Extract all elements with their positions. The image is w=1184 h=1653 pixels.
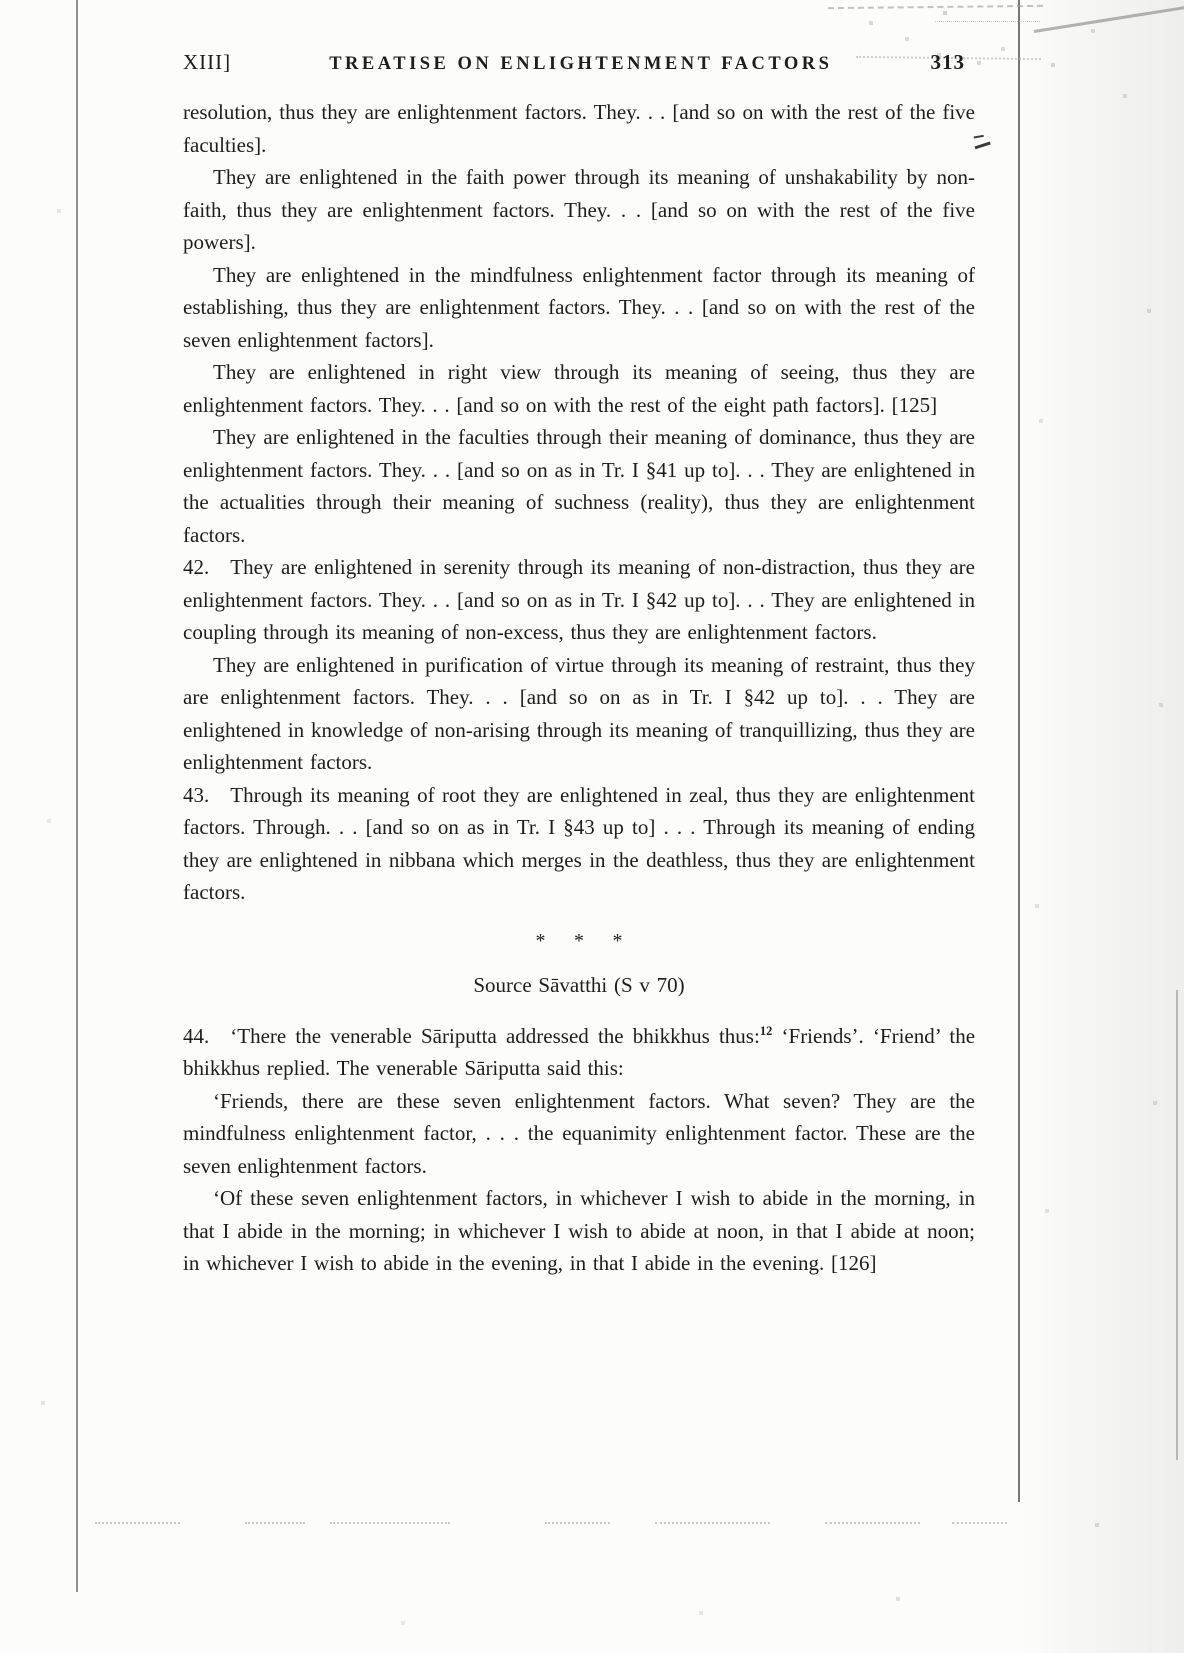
paragraph-seven-factors: ‘Friends, there are these seven enlightenment factors. What seven? They are the mindfulness enlightenment factor, . . . the equanimity enlightenment factor. These are the seven enlightenment factors. xyxy=(183,1088,975,1178)
paragraph-section-43: 43. Through its meaning of root they are enlightened in zeal, thus they are enlightenment factors. Through. . . [and so on as in Tr. I §43 up to] . . . Through its meaning of ending they are enlightened in nibbana which merges in the deathless, thus they are enlightenment factors. xyxy=(183,782,975,904)
scan-noise-bottom xyxy=(655,1522,770,1524)
running-title: TREATISE ON ENLIGHTENMENT FACTORS xyxy=(329,54,833,74)
page-header xyxy=(183,50,965,75)
paragraph-right-view: They are enlightened in right view through its meaning of seeing, thus they are enlightenment factors. They. . . [and so on with the rest of the eight path factors]. [125] xyxy=(183,360,975,417)
scan-edge-outer-right-line xyxy=(1176,990,1178,1460)
paragraph-mindfulness-factor: They are enlightened in the mindfulness enlightenment factor through its meaning of establishing, thus they are enlightenment factors. They. . . [and so on with the rest of the seven enlightenment factors]. xyxy=(183,262,975,352)
paragraph-faculties: They are enlightened in the faculties through their meaning of dominance, thus they are enlightenment factors. They. . . [and so on as in Tr. I §41 up to]. . . They are enlightened in the actualities through their meaning of suchness (reality), thus they are enlightenment factors. xyxy=(183,425,975,547)
scan-noise-top-right xyxy=(935,21,1040,22)
scan-noise-bottom xyxy=(825,1522,920,1524)
paragraph-continuation: resolution, thus they are enlightenment factors. They. . . [and so on with the rest of the five faculties]. xyxy=(183,100,975,157)
scan-edge-left-line xyxy=(76,0,78,1592)
scan-speckles xyxy=(0,0,2,2)
paragraph-text: ‘Friends’. ‘Friend’ the bhikkhus replied. The venerable Sāriputta said this: xyxy=(183,1023,976,1080)
page-number: 313 xyxy=(930,50,965,74)
chapter-number: XIII] xyxy=(183,50,232,74)
scan-edge-right-line xyxy=(1018,0,1020,1502)
paragraph-faith-power: They are enlightened in the faith power through its meaning of unshakability by non-faith, thus they are enlightenment factors. They. . . [and so on with the rest of the five powers]. xyxy=(183,165,975,254)
scan-noise-bottom xyxy=(330,1522,450,1524)
scan-corner-mark xyxy=(1034,5,1184,33)
body-text xyxy=(183,96,975,1280)
scan-noise-bottom xyxy=(95,1522,180,1524)
source-heading: Source Sāvatthi (S v 70) xyxy=(473,973,685,997)
scan-noise-bottom xyxy=(545,1522,610,1524)
paragraph-section-44 xyxy=(183,1020,975,1085)
footnote-ref: 12 xyxy=(759,1023,773,1038)
section-separator: * * * xyxy=(535,929,634,952)
paragraph-text: 44. ‘There the venerable Sāriputta addressed the bhikkhus thus: xyxy=(183,1023,760,1048)
paragraph-abiding: ‘Of these seven enlightenment factors, in whichever I wish to abide in the morning, in that I abide in the morning; in whichever I wish to abide at noon, in that I abide at noon; in whichever I wish to abide in the evening, in that I abide in the evening. [126] xyxy=(183,1186,975,1275)
scan-noise-bottom xyxy=(952,1522,1007,1524)
scan-noise-top-right xyxy=(828,5,1043,9)
pen-mark xyxy=(973,138,990,150)
paragraph-section-42: 42. They are enlightened in serenity through its meaning of non-distraction, thus they are enlightenment factors. They. . . [and so on as in Tr. I §42 up to]. . . They are enlightened in coupling through its meaning of non-excess, thus they are enlightenment factors. xyxy=(183,555,975,644)
paragraph-purification: They are enlightened in purification of virtue through its meaning of restraint, thus they are enlightenment factors. They. . . [and so on as in Tr. I §42 up to]. . . They are enlightened in knowledge of non-arising through its meaning of tranquillizing, thus they are enlightenment factors. xyxy=(183,652,975,774)
scan-noise-bottom xyxy=(245,1522,305,1524)
